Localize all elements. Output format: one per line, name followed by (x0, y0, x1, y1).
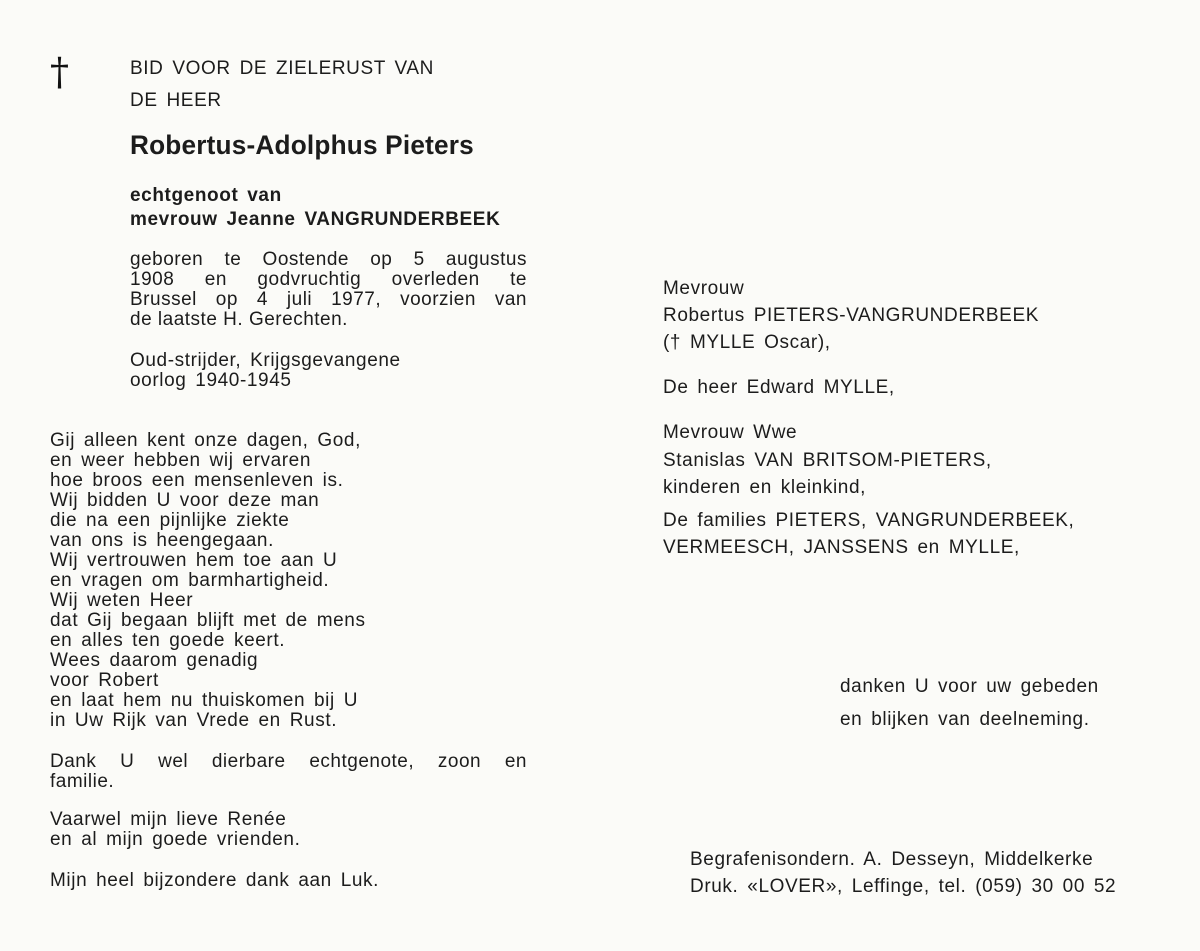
goodbye-line-2: en al mijn goede vrienden. (50, 829, 301, 850)
cross-icon: † (50, 50, 69, 94)
thanks-line: Dank U wel dierbare echtgenote, zoon en (50, 751, 527, 772)
special-thanks: Mijn heel bijzondere dank aan Luk. (50, 870, 380, 891)
prayer-line: en alles ten goede keert. (50, 630, 286, 651)
prayer-line: voor Robert (50, 670, 159, 691)
prayer-line: Wij bidden U voor deze man (50, 490, 320, 511)
family-line: De families PIETERS, VANGRUNDERBEEK, (663, 510, 1075, 531)
family-line: († MYLLE Oscar), (663, 332, 831, 353)
printer-info: Druk. «LOVER», Leffinge, tel. (059) 30 00 52 (690, 876, 1117, 897)
biography-line: geboren te Oostende op 5 augustus (130, 249, 527, 270)
goodbye-line-1: Vaarwel mijn lieve Renée (50, 809, 287, 830)
biography-line: Brussel op 4 juli 1977, voorzien van (130, 289, 527, 310)
family-line: De heer Edward MYLLE, (663, 377, 895, 398)
biography-block (130, 250, 527, 330)
prayer-line: hoe broos een mensenleven is. (50, 470, 344, 491)
prayer-line: van ons is heengegaan. (50, 530, 274, 551)
heading-line-2: DE HEER (130, 90, 222, 111)
prayer-line: Wij vertrouwen hem toe aan U (50, 550, 338, 571)
biography-line: de laatste H. Gerechten. (130, 309, 348, 330)
deceased-name: Robertus-Adolphus Pieters (130, 130, 474, 160)
thanks-block (50, 752, 527, 792)
prayer-line: Wees daarom genadig (50, 650, 259, 671)
family-line: Mevrouw Wwe (663, 422, 798, 443)
prayer-line: en vragen om barmhartigheid. (50, 570, 330, 591)
family-line: Robertus PIETERS-VANGRUNDERBEEK (663, 305, 1040, 326)
family-line: kinderen en kleinkind, (663, 477, 866, 498)
thanks-line: familie. (50, 771, 115, 792)
prayer-line: en laat hem nu thuiskomen bij U (50, 690, 359, 711)
biography-line: 1908 en godvruchtig overleden te (130, 269, 527, 290)
spouse-line-2: mevrouw Jeanne VANGRUNDERBEEK (130, 209, 501, 230)
prayer-line: in Uw Rijk van Vrede en Rust. (50, 710, 338, 731)
family-line: Stanislas VAN BRITSOM-PIETERS, (663, 450, 992, 471)
family-line: Mevrouw (663, 278, 745, 299)
spouse-line-1: echtgenoot van (130, 185, 282, 206)
prayer-line: en weer hebben wij ervaren (50, 450, 312, 471)
service-line-1: Oud-strijder, Krijgsgevangene (130, 350, 401, 371)
acknowledgement-line-1: danken U voor uw gebeden (840, 676, 1099, 697)
funeral-director: Begrafenisondern. A. Desseyn, Middelkerke (690, 849, 1094, 870)
prayer-line: Gij alleen kent onze dagen, God, (50, 430, 361, 451)
prayer-line: dat Gij begaan blijft met de mens (50, 610, 366, 631)
heading-line-1: BID VOOR DE ZIELERUST VAN (130, 58, 434, 79)
family-line: VERMEESCH, JANSSENS en MYLLE, (663, 537, 1020, 558)
prayer-line: Wij weten Heer (50, 590, 194, 611)
acknowledgement-line-2: en blijken van deelneming. (840, 709, 1090, 730)
service-line-2: oorlog 1940-1945 (130, 370, 292, 391)
prayer-line: die na een pijnlijke ziekte (50, 510, 290, 531)
